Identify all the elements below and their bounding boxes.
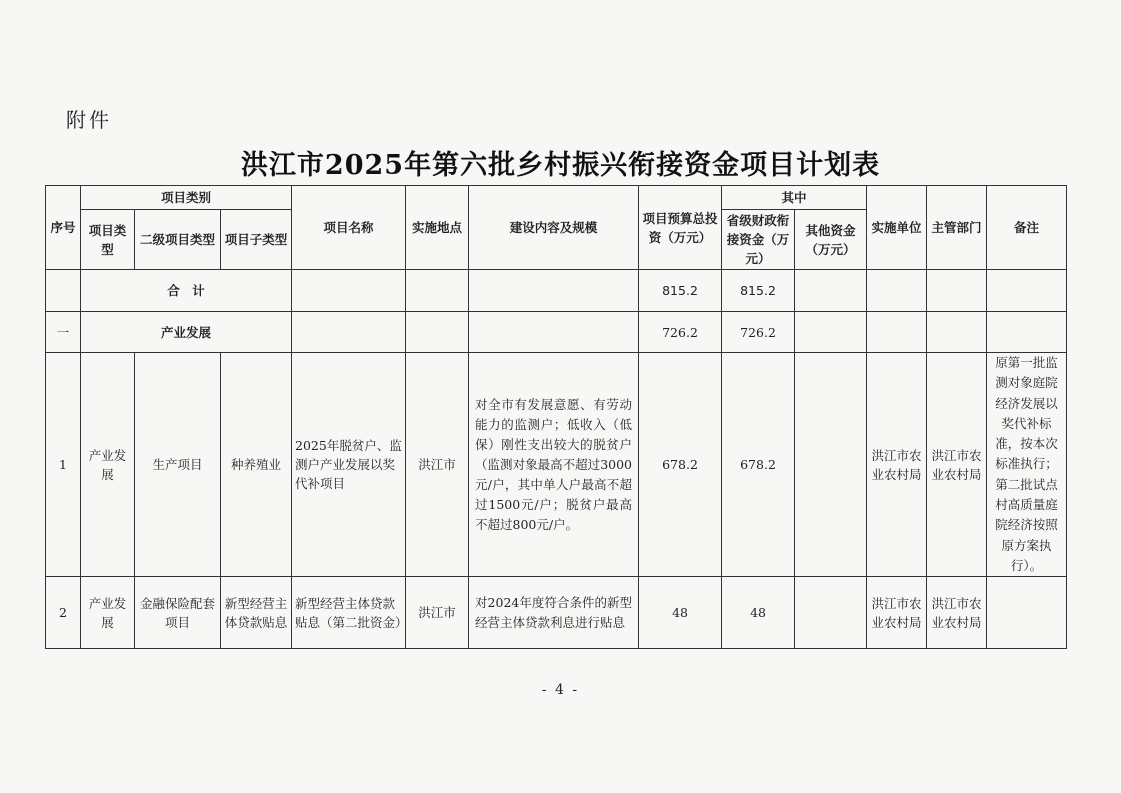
row-secondary-type: 金融保险配套项目: [135, 577, 221, 649]
total-budget: 815.2: [639, 270, 722, 312]
section-implementer: [867, 312, 927, 353]
row-provincial: 678.2: [722, 353, 795, 577]
header-project-type: 项目类型: [81, 210, 135, 270]
header-remark: 备注: [987, 186, 1067, 270]
table-row: [46, 353, 1067, 577]
header-content: 建设内容及规模: [469, 186, 639, 270]
total-supervisor: [927, 270, 987, 312]
row-seq: 2: [46, 577, 81, 649]
header-supervisor: 主管部门: [927, 186, 987, 270]
page-number: - 4 -: [541, 682, 580, 698]
row-other: [795, 577, 867, 649]
total-provincial: 815.2: [722, 270, 795, 312]
row-content: 对2024年度符合条件的新型经营主体贷款利息进行贴息: [469, 577, 639, 649]
header-sub-type: 项目子类型: [221, 210, 292, 270]
row-secondary-type: 生产项目: [135, 353, 221, 577]
section-provincial: 726.2: [722, 312, 795, 353]
row-sub-type: 新型经营主体贷款贴息: [221, 577, 292, 649]
section-label: 产业发展: [81, 312, 292, 353]
section-seq: 一: [46, 312, 81, 353]
row-other: [795, 353, 867, 577]
row-implementer: 洪江市农业农村局: [867, 577, 927, 649]
header-seq: 序号: [46, 186, 81, 270]
row-project-name: 新型经营主体贷款贴息（第二批资金）: [292, 577, 406, 649]
header-row-1: [46, 186, 1067, 210]
section-remark: [987, 312, 1067, 353]
total-location: [406, 270, 469, 312]
total-remark: [987, 270, 1067, 312]
row-sub-type: 种养殖业: [221, 353, 292, 577]
header-project-name: 项目名称: [292, 186, 406, 270]
section-other: [795, 312, 867, 353]
project-plan-table: [45, 185, 1067, 649]
header-implementer: 实施单位: [867, 186, 927, 270]
section-content: [469, 312, 639, 353]
total-label: 合 计: [81, 270, 292, 312]
section-row: [46, 312, 1067, 353]
total-implementer: [867, 270, 927, 312]
document-title: 洪江市2025年第六批乡村振兴衔接资金项目计划表: [240, 150, 881, 181]
row-budget: 48: [639, 577, 722, 649]
row-project-name: 2025年脱贫户、监测户产业发展以奖代补项目: [292, 353, 406, 577]
row-project-type: 产业发展: [81, 353, 135, 577]
row-location: 洪江市: [406, 353, 469, 577]
total-other: [795, 270, 867, 312]
section-budget: 726.2: [639, 312, 722, 353]
attachment-label: 附件: [66, 108, 112, 132]
total-row: [46, 270, 1067, 312]
row-project-type: 产业发展: [81, 577, 135, 649]
total-seq: [46, 270, 81, 312]
header-other-funds: 其他资金（万元）: [795, 210, 867, 270]
header-provincial-funds: 省级财政衔接资金（万元）: [722, 210, 795, 270]
row-seq: 1: [46, 353, 81, 577]
row-location: 洪江市: [406, 577, 469, 649]
row-implementer: 洪江市农业农村局: [867, 353, 927, 577]
section-project-name: [292, 312, 406, 353]
header-location: 实施地点: [406, 186, 469, 270]
table-row: [46, 577, 1067, 649]
row-provincial: 48: [722, 577, 795, 649]
total-content: [469, 270, 639, 312]
row-supervisor: 洪江市农业农村局: [927, 577, 987, 649]
section-location: [406, 312, 469, 353]
section-supervisor: [927, 312, 987, 353]
row-remark: [987, 577, 1067, 649]
header-category-group: 项目类别: [81, 186, 292, 210]
header-budget: 项目预算总投资（万元）: [639, 186, 722, 270]
row-content: 对全市有发展意愿、有劳动能力的监测户；低收入（低保）刚性支出较大的脱贫户（监测对象最高不超过3000元/户，其中单人户最高不超过1500元/户；脱贫户最高不超过800元/户。: [469, 353, 639, 577]
row-supervisor: 洪江市农业农村局: [927, 353, 987, 577]
header-secondary-type: 二级项目类型: [135, 210, 221, 270]
header-of-which: 其中: [722, 186, 867, 210]
total-project-name: [292, 270, 406, 312]
row-remark: 原第一批监测对象庭院经济发展以奖代补标准，按本次标准执行；第二批试点村高质量庭院经济按照原方案执行）。: [987, 353, 1067, 577]
row-budget: 678.2: [639, 353, 722, 577]
